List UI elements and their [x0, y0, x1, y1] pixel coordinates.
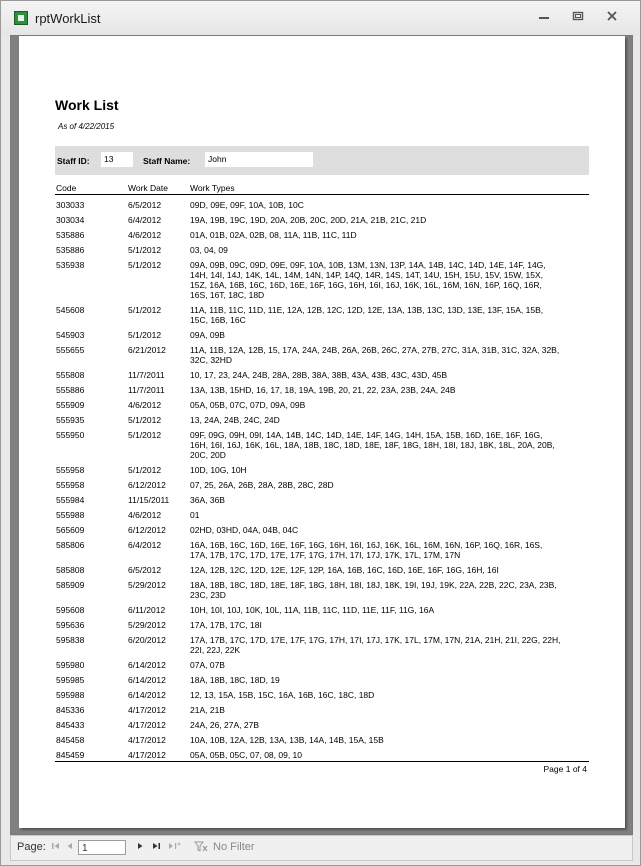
row-code: 595985 [56, 675, 85, 685]
row-work-date: 6/14/2012 [128, 690, 166, 700]
close-button[interactable] [599, 8, 625, 28]
row-work-date: 5/1/2012 [128, 415, 162, 425]
next-page-button[interactable] [135, 840, 145, 855]
row-work-date: 6/14/2012 [128, 660, 166, 670]
row-code: 565609 [56, 525, 85, 535]
row-code: 555935 [56, 415, 85, 425]
report-page [19, 36, 625, 828]
row-work-date: 11/7/2011 [128, 385, 165, 395]
row-work-date: 4/17/2012 [128, 750, 166, 760]
minimize-button[interactable] [531, 8, 557, 28]
row-work-types: 17A, 17B, 17C, 17D, 17E, 17F, 17G, 17H, 17I, 17J, 17K, 17L, 17M, 17N, 21A, 21H, 21I, 22G, 22H, 22I, 22J, 22K [190, 635, 561, 655]
row-work-types: 09D, 09E, 09F, 10A, 10B, 10C [190, 200, 304, 210]
maximize-button[interactable] [565, 8, 591, 28]
row-work-date: 5/29/2012 [128, 580, 166, 590]
row-work-types: 03, 04, 09 [190, 245, 228, 255]
header-rule [55, 194, 589, 195]
row-code: 585909 [56, 580, 85, 590]
row-work-types: 12A, 12B, 12C, 12D, 12E, 12F, 12P, 16A, 16B, 16C, 16D, 16E, 16F, 16G, 16H, 16I [190, 565, 499, 575]
row-work-date: 4/17/2012 [128, 705, 166, 715]
row-work-types: 09A, 09B [190, 330, 225, 340]
row-code: 555909 [56, 400, 85, 410]
staff-name-label: Staff Name: [143, 156, 191, 166]
row-work-date: 4/17/2012 [128, 735, 166, 745]
row-work-types: 10A, 10B, 12A, 12B, 13A, 13B, 14A, 14B, 15A, 15B [190, 735, 384, 745]
row-work-date: 5/1/2012 [128, 465, 162, 475]
row-work-types: 13A, 13B, 15HD, 16, 17, 18, 19A, 19B, 20, 21, 22, 23A, 23B, 24A, 24B [190, 385, 456, 395]
row-code: 303033 [56, 200, 85, 210]
row-code: 555655 [56, 345, 85, 355]
row-code: 595838 [56, 635, 85, 645]
row-work-types: 01 [190, 510, 200, 520]
row-code: 535938 [56, 260, 85, 270]
row-work-date: 5/1/2012 [128, 430, 162, 440]
first-record-icon [51, 840, 61, 852]
title-bar[interactable] [1, 1, 640, 35]
page-number-input[interactable]: 1 [78, 840, 126, 855]
row-work-types: 07A, 07B [190, 660, 225, 670]
last-page-button[interactable] [151, 840, 163, 855]
row-code: 545608 [56, 305, 85, 315]
row-code: 555958 [56, 480, 85, 490]
report-viewport[interactable] [10, 35, 633, 835]
row-work-date: 5/1/2012 [128, 245, 162, 255]
new-record-button[interactable] [167, 840, 181, 855]
row-work-types: 10, 17, 23, 24A, 24B, 28A, 28B, 38A, 38B, 43A, 43B, 43C, 43D, 45B [190, 370, 448, 380]
staff-header [55, 146, 589, 175]
row-work-types: 12, 13, 15A, 15B, 15C, 16A, 16B, 16C, 18C, 18D [190, 690, 375, 700]
row-work-types: 24A, 26, 27A, 27B [190, 720, 259, 730]
row-work-date: 4/17/2012 [128, 720, 166, 730]
window-title: rptWorkList [35, 11, 101, 26]
row-work-date: 11/7/2011 [128, 370, 165, 380]
row-code: 595608 [56, 605, 85, 615]
row-work-date: 6/11/2012 [128, 605, 166, 615]
previous-page-button[interactable] [65, 840, 75, 855]
row-work-types: 21A, 21B [190, 705, 225, 715]
no-filter-icon [194, 840, 208, 853]
row-work-date: 6/14/2012 [128, 675, 166, 685]
row-code: 595988 [56, 690, 85, 700]
row-work-types: 10D, 10G, 10H [190, 465, 247, 475]
row-work-types: 11A, 11B, 12A, 12B, 15, 17A, 24A, 24B, 26A, 26B, 26C, 27A, 27B, 27C, 31A, 31B, 31C, 32A, 32B, 32C, 32HD [190, 345, 560, 365]
row-work-types: 09A, 09B, 09C, 09D, 09E, 09F, 10A, 10B, 13M, 13N, 13P, 14A, 14B, 14C, 14D, 14E, 14F, 14G, 14H, 14I, 14J, 14K, 14L, 14M, 14N, 14P, 14Q, 14R, 14S, 14T, 14U, 15H, 15U, 15V, 15W, 15X, 15Z, 16A, 16B, 16C, 16D, 16E, 16F, 16G, 16H, 16I, 16J, 16K, 16L, 16M, 16N, 16P, 16Q, 16R, 16S, 16T, 18C, 18D [190, 260, 546, 300]
as-of-date: As of 4/22/2015 [58, 122, 115, 131]
row-work-date: 6/4/2012 [128, 215, 162, 225]
row-work-types: 05A, 05B, 07C, 07D, 09A, 09B [190, 400, 306, 410]
row-code: 555808 [56, 370, 85, 380]
page-label: Page: [17, 841, 46, 853]
row-work-date: 4/6/2012 [128, 400, 162, 410]
row-work-types: 09F, 09G, 09H, 09I, 14A, 14B, 14C, 14D, 14E, 14F, 14G, 14H, 15A, 15B, 16D, 16E, 16F, 16G, 16H, 16I, 16J, 16K, 16L, 18A, 18B, 18C, 18D, 18E, 18F, 18G, 18H, 18I, 18J, 18K, 18L, 20A, 20B, 20C, 20D [190, 430, 555, 460]
row-code: 555886 [56, 385, 85, 395]
staff-id-label: Staff ID: [57, 156, 90, 166]
row-code: 535886 [56, 245, 85, 255]
row-work-date: 6/12/2012 [128, 480, 166, 490]
row-code: 555984 [56, 495, 85, 505]
row-work-date: 6/12/2012 [128, 525, 166, 535]
row-work-date: 5/1/2012 [128, 330, 162, 340]
footer-rule [55, 761, 589, 762]
previous-record-icon [65, 840, 75, 852]
page-number: Page 1 of 4 [543, 764, 587, 774]
row-work-date: 5/1/2012 [128, 305, 162, 315]
row-code: 555950 [56, 430, 85, 440]
row-work-date: 6/5/2012 [128, 565, 162, 575]
filter-toggle[interactable] [194, 840, 208, 856]
row-work-date: 11/15/2011 [128, 495, 170, 505]
record-navigation-bar [10, 835, 633, 861]
row-code: 585808 [56, 565, 85, 575]
row-code: 595980 [56, 660, 85, 670]
row-code: 555958 [56, 465, 85, 475]
staff-name-value: John [205, 152, 313, 167]
row-work-date: 5/1/2012 [128, 260, 162, 270]
next-record-icon [135, 840, 145, 852]
row-work-types: 18A, 18B, 18C, 18D, 19 [190, 675, 280, 685]
row-work-types: 18A, 18B, 18C, 18D, 18E, 18F, 18G, 18H, 18I, 18J, 18K, 19I, 19J, 19K, 22A, 22B, 22C, 23A, 23B, 23C, 23D [190, 580, 557, 600]
row-code: 845459 [56, 750, 85, 760]
row-work-types: 02HD, 03HD, 04A, 04B, 04C [190, 525, 299, 535]
new-record-icon [167, 840, 181, 852]
column-header-work-types: Work Types [190, 183, 235, 193]
row-work-types: 11A, 11B, 11C, 11D, 11E, 12A, 12B, 12C, 12D, 12E, 13A, 13B, 13C, 13D, 13E, 13F, 15A, 15B, 15C, 16B, 16C [190, 305, 544, 325]
staff-id-value: 13 [101, 152, 133, 167]
row-work-types: 13, 24A, 24B, 24C, 24D [190, 415, 280, 425]
row-code: 845433 [56, 720, 85, 730]
row-work-date: 4/6/2012 [128, 230, 162, 240]
row-work-date: 6/4/2012 [128, 540, 162, 550]
row-work-types: 17A, 17B, 17C, 18I [190, 620, 262, 630]
no-filter-label: No Filter [213, 841, 255, 853]
row-code: 535886 [56, 230, 85, 240]
row-code: 845336 [56, 705, 85, 715]
row-work-types: 05A, 05B, 05C, 07, 08, 09, 10 [190, 750, 302, 760]
access-report-icon [14, 11, 28, 25]
row-work-types: 19A, 19B, 19C, 19D, 20A, 20B, 20C, 20D, 21A, 21B, 21C, 21D [190, 215, 427, 225]
row-work-date: 4/6/2012 [128, 510, 162, 520]
row-work-date: 6/20/2012 [128, 635, 166, 645]
report-title: Work List [55, 97, 119, 113]
row-work-types: 36A, 36B [190, 495, 225, 505]
row-code: 545903 [56, 330, 85, 340]
column-header-work-date: Work Date [128, 183, 168, 193]
row-code: 585806 [56, 540, 85, 550]
last-record-icon [151, 840, 163, 852]
row-code: 595636 [56, 620, 85, 630]
column-header-code: Code [56, 183, 77, 193]
row-work-types: 16A, 16B, 16C, 16D, 16E, 16F, 16G, 16H, 16I, 16J, 16K, 16L, 16M, 16N, 16P, 16Q, 16R, 16S, 17A, 17B, 17C, 17D, 17E, 17F, 17G, 17H, 17I, 17J, 17K, 17L, 17M, 17N [190, 540, 543, 560]
row-work-types: 10H, 10I, 10J, 10K, 10L, 11A, 11B, 11C, 11D, 11E, 11F, 11G, 16A [190, 605, 435, 615]
row-work-types: 07, 25, 26A, 26B, 28A, 28B, 28C, 28D [190, 480, 334, 490]
restore-icon [572, 10, 584, 22]
row-work-date: 6/5/2012 [128, 200, 162, 210]
minimize-icon [538, 10, 550, 22]
first-page-button[interactable] [51, 840, 61, 855]
row-work-date: 6/21/2012 [128, 345, 166, 355]
row-code: 845458 [56, 735, 85, 745]
row-code: 555988 [56, 510, 85, 520]
row-code: 303034 [56, 215, 85, 225]
row-work-date: 5/29/2012 [128, 620, 166, 630]
row-work-types: 01A, 01B, 02A, 02B, 08, 11A, 11B, 11C, 11D [190, 230, 357, 240]
close-icon [606, 10, 618, 22]
